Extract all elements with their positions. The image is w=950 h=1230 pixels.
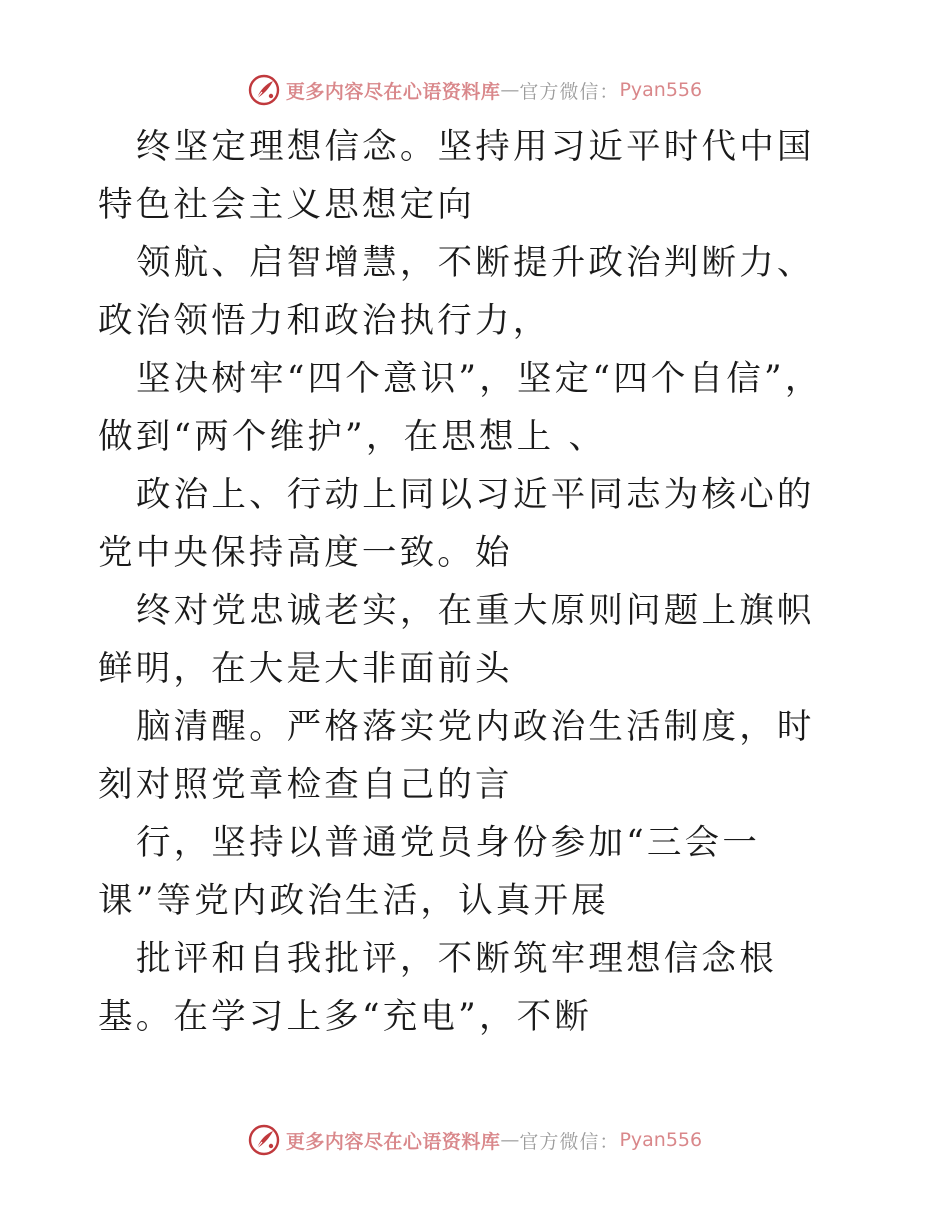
paragraph: 政治上、行动上同以习近平同志为核心的党中央保持高度一致。始 [98,475,815,573]
paragraph: 行，坚持以普通党员身份参加“三会一课”等党内政治生活，认真开展 [98,823,761,921]
footer-dash: — [500,1129,520,1151]
quill-pen-logo-icon [248,1124,280,1156]
paragraph: 终坚定理想信念。坚持用习近平时代中国特色社会主义思想定向 [98,127,815,225]
quill-pen-logo-icon [248,74,280,106]
document-body [98,118,852,1046]
paragraph: 脑清醒。严格落实党内政治生活制度，时刻对照党章检查自己的言 [98,707,815,805]
header-wechat-label: 官方微信： [519,80,620,103]
paragraph: 终对党忠诚老实，在重大原则问题上旗帜鲜明，在大是大非面前头 [98,591,815,689]
paragraph: 批评和自我批评，不断筑牢理想信念根基。在学习上多“充电”，不断 [98,939,777,1037]
footer-wechat-label: 官方微信： [519,1130,620,1153]
paragraph: 坚决树牢“四个意识”，坚定“四个自信”，做到“两个维护”，在思想上 、 [98,359,823,457]
paragraph: 领航、启智增慧，不断提升政治判断力、政治领悟力和政治执行力， [98,243,815,341]
footer-promo-text: 更多内容尽在心语资料库 [285,1130,501,1153]
footer-banner [0,1120,950,1160]
header-banner [0,70,950,110]
header-promo-text: 更多内容尽在心语资料库 [285,80,501,103]
header-wechat-id: Pyan556 [619,79,703,101]
footer-wechat-id: Pyan556 [619,1129,703,1151]
header-dash: — [500,79,520,101]
